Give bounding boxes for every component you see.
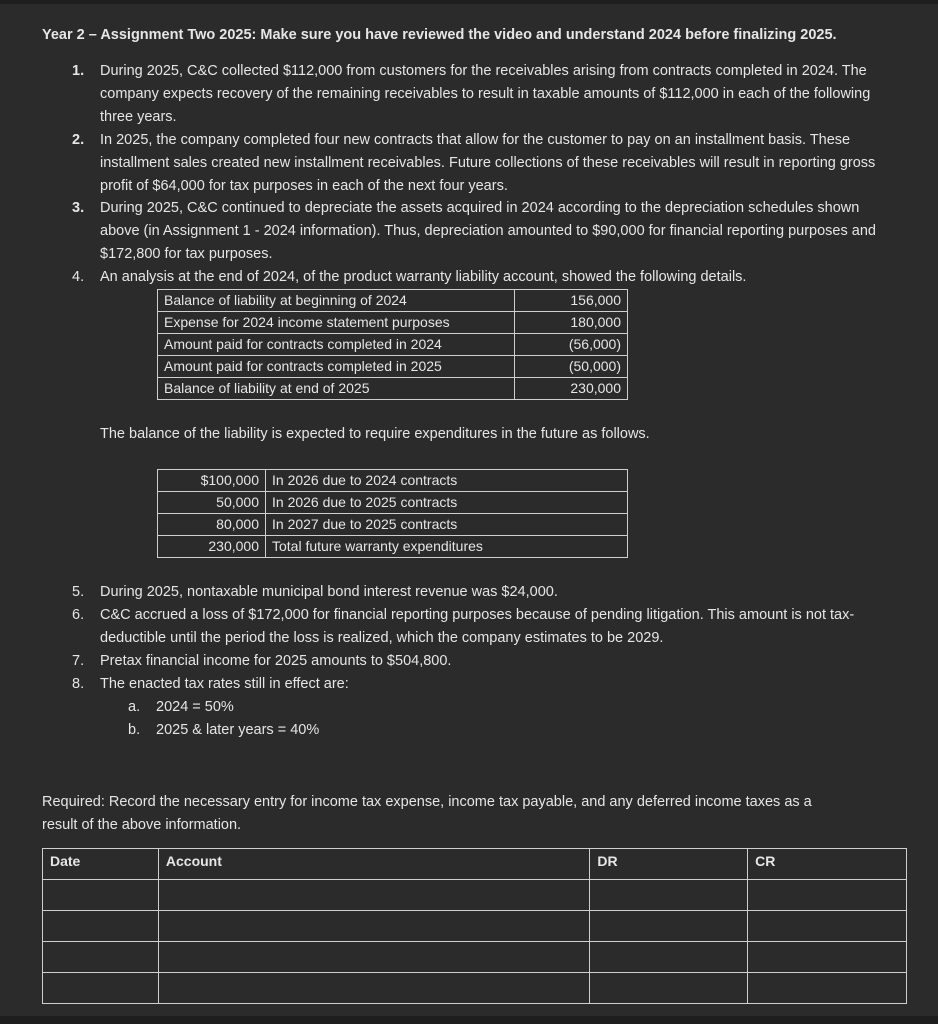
warranty-label: Amount paid for contracts completed in 2024: [158, 334, 515, 356]
table-row: [158, 334, 628, 356]
dr-cell[interactable]: [590, 880, 748, 911]
item-number: 2.: [72, 132, 85, 148]
tax-rate-text: 2025 & later years = 40%: [156, 722, 320, 738]
item-number: 6.: [72, 607, 85, 623]
expenditure-description: In 2026 due to 2024 contracts: [266, 470, 628, 492]
date-cell[interactable]: [43, 911, 159, 942]
tax-rate-letter: a.: [128, 699, 141, 715]
item-text: During 2025, nontaxable municipal bond interest revenue was $24,000.: [100, 584, 558, 600]
required-text-line-1: Required: Record the necessary entry for income tax expense, income tax payable, and any deferred income taxes as a: [42, 794, 812, 810]
date-cell[interactable]: [43, 942, 159, 973]
expenditure-table: [157, 469, 628, 558]
table-row: [158, 470, 628, 492]
item-text: During 2025, C&C continued to depreciate the assets acquired in 2024 according to the depreciation schedules shown above (in Assignment 1 - 2024 information). Thus, depreciation amounted to $90,000 for financial reporting purposes and $172,800 for tax purposes.: [100, 200, 876, 262]
tax-rate-b: [128, 719, 319, 742]
table-row: [158, 378, 628, 400]
warranty-amount: 230,000: [515, 378, 628, 400]
item-number: 4.: [72, 269, 85, 285]
expenditure-amount: 80,000: [158, 514, 266, 536]
cr-cell[interactable]: [748, 880, 907, 911]
account-cell[interactable]: [158, 880, 589, 911]
account-cell[interactable]: [158, 942, 589, 973]
table-row: [158, 312, 628, 334]
date-column-header: Date: [43, 849, 159, 880]
expenditure-amount: $100,000: [158, 470, 266, 492]
table-row: [158, 290, 628, 312]
item-number: 7.: [72, 653, 85, 669]
top-border: [0, 0, 938, 4]
warranty-label: Balance of liability at beginning of 2024: [158, 290, 515, 312]
journal-entry-table: [42, 848, 907, 1004]
tax-rate-a: [128, 696, 234, 719]
dr-cell[interactable]: [590, 942, 748, 973]
list-item-4: [72, 266, 902, 289]
expenditure-description: Total future warranty expenditures: [266, 536, 628, 558]
dr-cell[interactable]: [590, 911, 748, 942]
item-text: Pretax financial income for 2025 amounts to $504,800.: [100, 653, 452, 669]
table-row: [158, 492, 628, 514]
list-item-7: [72, 650, 902, 673]
list-item-6: [72, 604, 902, 650]
item-number: 1.: [72, 63, 85, 79]
warranty-table: [157, 289, 628, 400]
list-item-2: [72, 129, 902, 198]
list-item-5: [72, 581, 902, 604]
date-cell[interactable]: [43, 880, 159, 911]
item-text: In 2025, the company completed four new contracts that allow for the customer to pay on an installment basis. These installment sales created new installment receivables. Future collections of these receivables will result in reporting gross profit of $64,000 for tax purposes in each of the next four years.: [100, 132, 876, 194]
expenditure-description: In 2027 due to 2025 contracts: [266, 514, 628, 536]
expenditure-amount: 50,000: [158, 492, 266, 514]
cr-column-header: CR: [748, 849, 907, 880]
required-text-line-2: result of the above information.: [42, 817, 242, 833]
table-row: [158, 514, 628, 536]
item-text: C&C accrued a loss of $172,000 for financial reporting purposes because of pending litigation. This amount is not tax-deductible until the period the loss is realized, which the company estimates to be 2029.: [100, 607, 855, 646]
cr-cell[interactable]: [748, 973, 907, 1004]
journal-header-row: [43, 849, 907, 880]
bottom-border: [0, 1016, 938, 1024]
journal-row: [43, 880, 907, 911]
tax-rate-text: 2024 = 50%: [156, 699, 234, 715]
balance-note: The balance of the liability is expected to require expenditures in the future as follows.: [100, 426, 650, 442]
warranty-amount: (56,000): [515, 334, 628, 356]
dr-column-header: DR: [590, 849, 748, 880]
item-number: 3.: [72, 200, 85, 216]
cr-cell[interactable]: [748, 911, 907, 942]
account-cell[interactable]: [158, 911, 589, 942]
warranty-amount: 156,000: [515, 290, 628, 312]
warranty-label: Amount paid for contracts completed in 2025: [158, 356, 515, 378]
item-number: 8.: [72, 676, 85, 692]
list-item-1: [72, 60, 902, 129]
expenditure-amount: 230,000: [158, 536, 266, 558]
journal-row: [43, 942, 907, 973]
tax-rate-letter: b.: [128, 722, 141, 738]
item-number: 5.: [72, 584, 85, 600]
account-cell[interactable]: [158, 973, 589, 1004]
item-text: During 2025, C&C collected $112,000 from customers for the receivables arising from contracts completed in 2024. The company expects recovery of the remaining receivables to result in taxable amounts of $112,000 in each of the following three years.: [100, 63, 871, 125]
warranty-amount: (50,000): [515, 356, 628, 378]
page-title: Year 2 – Assignment Two 2025: Make sure you have reviewed the video and understand 2024 before finalizing 2025.: [42, 27, 837, 43]
date-cell[interactable]: [43, 973, 159, 1004]
warranty-label: Expense for 2024 income statement purposes: [158, 312, 515, 334]
expenditure-description: In 2026 due to 2025 contracts: [266, 492, 628, 514]
item-text: An analysis at the end of 2024, of the product warranty liability account, showed the following details.: [100, 269, 747, 285]
account-column-header: Account: [158, 849, 589, 880]
item-text: The enacted tax rates still in effect are:: [100, 676, 349, 692]
table-row: [158, 356, 628, 378]
table-row: [158, 536, 628, 558]
list-item-3: [72, 197, 902, 266]
cr-cell[interactable]: [748, 942, 907, 973]
warranty-label: Balance of liability at end of 2025: [158, 378, 515, 400]
warranty-amount: 180,000: [515, 312, 628, 334]
list-item-8: [72, 673, 902, 696]
journal-row: [43, 973, 907, 1004]
journal-row: [43, 911, 907, 942]
dr-cell[interactable]: [590, 973, 748, 1004]
